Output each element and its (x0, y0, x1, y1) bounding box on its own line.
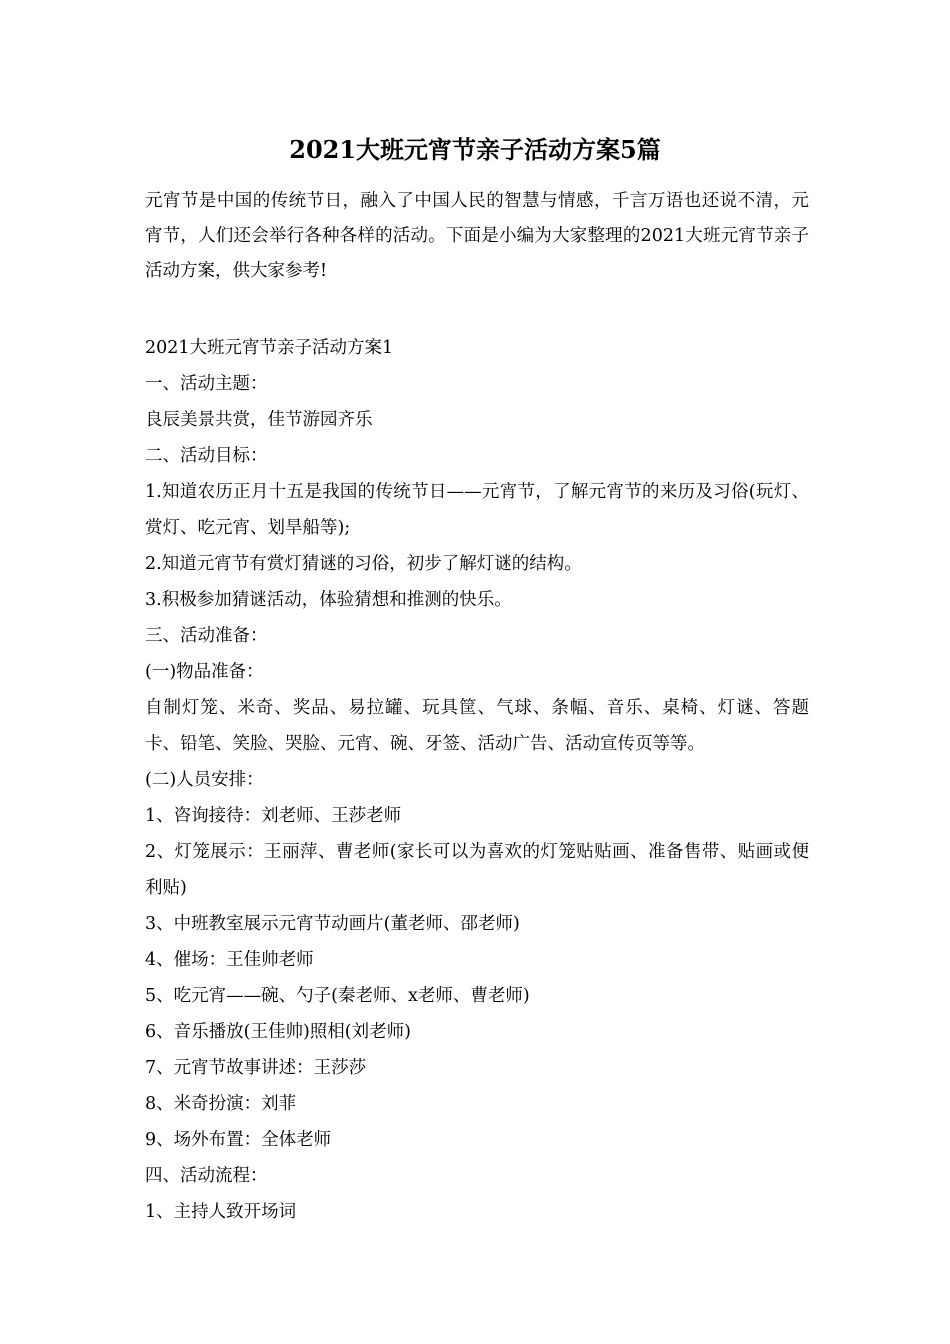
staff-item: 9、场外布置：全体老师 (145, 1130, 332, 1150)
heading-goals: 二、活动目标： (145, 446, 268, 466)
flow-item: 1、主持人致开场词 (145, 1202, 297, 1222)
staff-item: 6、音乐播放(王佳帅)照相(刘老师) (145, 1022, 411, 1042)
heading-flow: 四、活动流程： (145, 1166, 268, 1186)
goal-item: 2.知道元宵节有赏灯猜谜的习俗，初步了解灯谜的结构。 (145, 554, 582, 574)
section-title: 2021大班元宵节亲子活动方案1 (145, 338, 394, 358)
staff-item: 7、元宵节故事讲述：王莎莎 (145, 1058, 367, 1078)
staff-item: 4、催场：王佳帅老师 (145, 950, 314, 970)
intro-paragraph: 元宵节是中国的传统节日，融入了中国人民的智慧与情感，千言万语也还说不清，元宵节，人们还会举行各种各样的活动。下面是小编为大家整理的2021大班元宵节亲子活动方案，供大家参考! (145, 191, 809, 281)
document-title: 2021大班元宵节亲子活动方案5篇 (289, 135, 661, 164)
staff-item: 3、中班教室展示元宵节动画片(董老师、邵老师) (145, 914, 520, 934)
goal-item: 3.积极参加猜谜活动，体验猜想和推测的快乐。 (145, 590, 512, 610)
staff-item: 2、灯笼展示：王丽萍、曹老师(家长可以为喜欢的灯笼贴贴画、准备售带、贴画或便利贴) (145, 842, 809, 898)
document-body (145, 330, 809, 1230)
theme-text: 良辰美景共赏，佳节游园齐乐 (145, 410, 373, 430)
staff-item: 5、吃元宵——碗、勺子(秦老师、x老师、曹老师) (145, 986, 530, 1006)
goal-item: 1.知道农历正月十五是我国的传统节日——元宵节，了解元宵节的来历及习俗(玩灯、赏灯、吃元宵、划旱船等); (145, 482, 809, 538)
subheading-materials: (一)物品准备： (145, 662, 264, 682)
heading-theme: 一、活动主题： (145, 374, 268, 394)
staff-item: 1、咨询接待：刘老师、王莎老师 (145, 806, 402, 826)
staff-item: 8、米奇扮演：刘菲 (145, 1094, 297, 1114)
subheading-staff: (二)人员安排： (145, 770, 264, 790)
materials-list: 自制灯笼、米奇、奖品、易拉罐、玩具筐、气球、条幅、音乐、桌椅、灯谜、答题卡、铅笔、笑脸、哭脸、元宵、碗、牙签、活动广告、活动宣传页等等。 (145, 698, 809, 754)
heading-preparation: 三、活动准备： (145, 626, 268, 646)
